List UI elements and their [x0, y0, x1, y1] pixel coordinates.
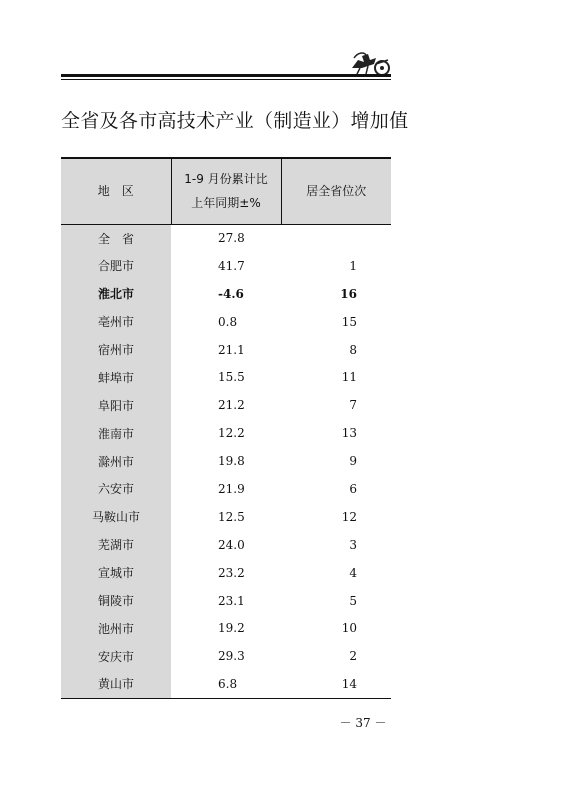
value-cell: 21.1 [218, 342, 245, 357]
table-row [61, 475, 391, 503]
header-rule-thin [61, 79, 391, 80]
table-row [61, 614, 391, 642]
rank-cell: 3 [349, 537, 357, 552]
rank-cell: 4 [349, 565, 357, 580]
header-value-line1: 1-9 月份累计比 [184, 172, 268, 187]
region-cell: 黄山市 [61, 670, 171, 698]
value-cell: 15.5 [218, 370, 245, 385]
table-row [61, 642, 391, 670]
region-cell: 安庆市 [61, 642, 171, 670]
rank-cell: 5 [349, 593, 357, 608]
region-cell: 滁州市 [61, 447, 171, 475]
value-cell: 27.8 [218, 231, 245, 246]
table-row [61, 252, 391, 280]
header-value-line2: 上年同期±% [191, 196, 261, 211]
region-cell: 蚌埠市 [61, 363, 171, 391]
header-rule-thick [61, 74, 391, 77]
rank-cell: 12 [341, 509, 357, 524]
table-row [61, 224, 391, 252]
region-cell: 宿州市 [61, 336, 171, 364]
rank-cell: 11 [341, 370, 357, 385]
table-row [61, 308, 391, 336]
value-cell: 19.2 [218, 621, 245, 636]
rank-cell: 10 [341, 621, 357, 636]
table-row [61, 280, 391, 308]
table-row [61, 336, 391, 364]
region-cell: 六安市 [61, 475, 171, 503]
value-cell: 6.8 [171, 670, 281, 698]
rank-cell: 13 [341, 426, 357, 441]
region-cell: 合肥市 [61, 252, 171, 280]
value-cell: 21.9 [218, 481, 245, 496]
header-value [171, 158, 281, 224]
table-row [61, 391, 391, 419]
table-row [61, 670, 391, 698]
region-cell: 淮南市 [61, 419, 171, 447]
page-number: － 37 － [339, 716, 387, 730]
page-title: 全省及各市高技术产业（制造业）增加值 [61, 110, 409, 132]
region-cell: 铜陵市 [61, 587, 171, 615]
table-row [61, 587, 391, 615]
table-row [61, 363, 391, 391]
region-cell: 淮北市 [61, 280, 171, 308]
value-cell: 24.0 [218, 537, 245, 552]
region-cell: 宣城市 [61, 559, 171, 587]
table-row [61, 559, 391, 587]
table-header-row [61, 158, 391, 224]
value-cell: 12.2 [218, 426, 245, 441]
value-cell: 0.8 [218, 314, 238, 329]
value-cell: 41.7 [218, 258, 245, 273]
rank-cell [281, 224, 391, 252]
value-cell: 19.8 [218, 454, 245, 469]
table-row [61, 447, 391, 475]
value-cell: 23.2 [218, 565, 245, 580]
value-cell: 29.3 [218, 649, 245, 664]
region-cell: 全 省 [61, 224, 171, 252]
table-row [61, 531, 391, 559]
value-cell: -4.6 [218, 286, 244, 301]
rank-cell: 16 [340, 286, 357, 301]
value-cell: 23.1 [218, 593, 245, 608]
table-row [61, 503, 391, 531]
rank-cell: 1 [349, 258, 357, 273]
region-cell: 马鞍山市 [61, 503, 171, 531]
rank-cell: 8 [349, 342, 357, 357]
table-row [61, 419, 391, 447]
header-region: 地 区 [61, 158, 171, 224]
rank-cell: 7 [349, 398, 357, 413]
rank-cell: 14 [281, 670, 391, 698]
data-table [61, 157, 391, 699]
region-cell: 芜湖市 [61, 531, 171, 559]
rank-cell: 2 [349, 649, 357, 664]
rank-cell: 6 [349, 481, 357, 496]
value-cell: 12.5 [218, 509, 245, 524]
region-cell: 阜阳市 [61, 391, 171, 419]
region-cell: 亳州市 [61, 308, 171, 336]
rank-cell: 9 [349, 454, 357, 469]
header-rank: 居全省位次 [281, 158, 391, 224]
value-cell: 21.2 [218, 398, 245, 413]
rank-cell: 15 [341, 314, 357, 329]
region-cell: 池州市 [61, 614, 171, 642]
